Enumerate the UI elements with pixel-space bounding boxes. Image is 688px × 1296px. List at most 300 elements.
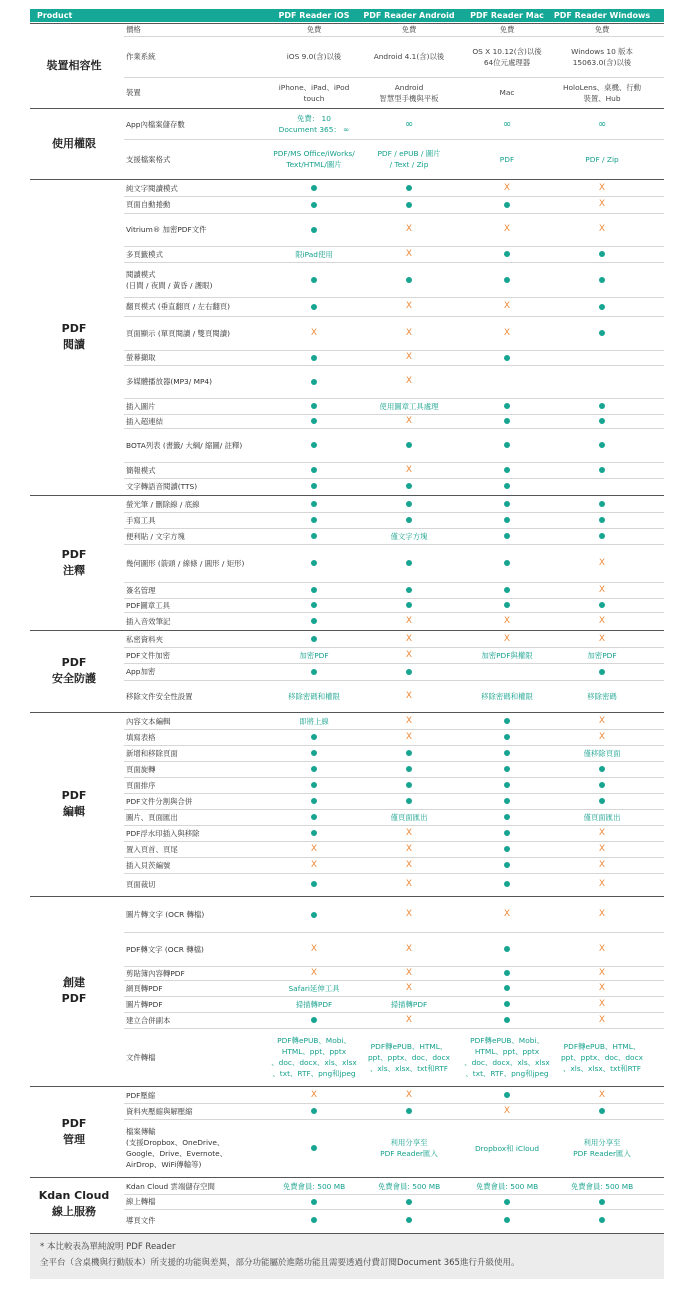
not-supported-x-icon: X [598,224,606,234]
not-supported-x-icon: X [598,584,606,595]
not-supported-x-icon: X [503,615,511,626]
table-row [124,109,664,139]
cell-ios [311,465,317,476]
cell-ios [311,748,317,759]
cell-ios: PDF/MS Office/iWorks/ Text/HTML/圖片 [273,149,355,169]
not-supported-x-icon: X [503,327,511,338]
supported-dot-icon [504,467,510,473]
feature-label: PDF壓縮 [126,1090,156,1100]
table-row [124,1209,664,1231]
cell-mac: Dropbox和 iCloud [474,1143,540,1153]
cell-ios [311,416,317,427]
not-supported-x-icon: X [598,843,606,854]
header-product: Product [37,11,73,20]
cell-android: PDF轉ePUB、HTML、 ppt、pptx、doc、docx 、xls、xlsx、txt和RTF [367,1041,451,1073]
table-row [124,980,664,996]
supported-dot-icon [406,442,412,448]
cell-mac [504,249,510,260]
cell-ios [311,1215,317,1226]
feature-label: App加密 [126,667,156,676]
cell-ios [311,558,317,569]
supported-dot-icon [406,782,412,788]
supported-dot-icon [406,1108,412,1114]
supported-dot-icon [599,798,605,804]
cell-windows: 僅移除頁面 [583,748,621,758]
cell-mac: Mac [499,88,515,97]
cell-mac [504,401,510,412]
not-supported-x-icon: X [598,827,606,838]
not-supported-x-icon: X [503,909,511,919]
table-row [124,496,664,512]
not-supported-x-icon: X [598,982,606,993]
supported-dot-icon [311,560,317,566]
supported-dot-icon [504,442,510,448]
not-supported-x-icon: X [503,301,511,311]
supported-dot-icon [311,403,317,409]
cell-ios: 掃描轉PDF [295,999,333,1009]
group-label-line: 裝置相容性 [46,58,102,72]
supported-dot-icon [311,501,317,507]
cell-windows [599,666,605,677]
group-label-line: PDF [61,321,87,335]
cell-ios [311,301,317,312]
not-supported-x-icon: X [310,943,318,954]
supported-dot-icon [504,946,510,952]
cell-mac [504,796,510,807]
not-supported-x-icon: X [598,909,606,919]
not-supported-x-icon: X [598,878,606,889]
supported-dot-icon [504,517,510,523]
cell-mac [504,600,510,611]
not-supported-x-icon: X [310,859,318,870]
cell-android: ∞ [404,118,414,130]
feature-label: 內容文本編輯 [126,716,171,726]
table-row [124,462,664,478]
feature-label: 文件轉檔 [126,1052,156,1062]
not-supported-x-icon: X [598,633,606,644]
supported-dot-icon [504,734,510,740]
not-supported-x-icon: X [310,1089,318,1100]
feature-label: 圖片、頁面匯出 [126,812,178,822]
supported-dot-icon [504,798,510,804]
supported-dot-icon [406,185,412,191]
supported-dot-icon [406,277,412,283]
cell-android [406,183,412,194]
cell-mac [504,732,510,743]
supported-dot-icon [311,602,317,608]
not-supported-x-icon: X [405,224,413,234]
cell-mac: ∞ [502,118,512,130]
feature-label: 價格 [126,25,141,34]
supported-dot-icon [504,862,510,868]
cell-mac [504,860,510,871]
supported-dot-icon [504,202,510,208]
supported-dot-icon [504,970,510,976]
table-row [124,631,664,647]
supported-dot-icon [599,766,605,772]
group-label [30,321,118,353]
cell-mac [504,585,510,596]
cell-windows [599,499,605,510]
cell-ios [311,796,317,807]
supported-dot-icon [311,1145,317,1151]
supported-dot-icon [311,227,317,233]
not-supported-x-icon: X [405,615,413,626]
supported-dot-icon [504,403,510,409]
table-row [124,761,664,777]
not-supported-x-icon: X [598,1014,606,1025]
cell-windows [599,780,605,791]
feature-label: Vitrium® 加密PDF文件 [126,225,207,234]
not-supported-x-icon: X [598,182,606,193]
not-supported-x-icon: X [503,182,511,193]
cell-mac [504,199,510,210]
not-supported-x-icon: X [598,557,606,568]
table-row [124,598,664,612]
cell-windows [599,465,605,476]
cell-ios [311,1015,317,1026]
feature-label: 裝置 [126,88,141,97]
table-row [124,414,664,428]
cell-windows [599,249,605,260]
cell-windows: 僅頁面匯出 [583,812,621,822]
cell-mac [504,748,510,759]
feature-label: 翻頁模式 (垂直翻頁 / 左右翻頁) [126,302,230,311]
not-supported-x-icon: X [405,715,413,726]
feature-label: 頁面顯示 (單頁閱讀 / 雙頁閱讀) [126,328,230,338]
group-label [30,1116,118,1148]
supported-dot-icon [311,277,317,283]
supported-dot-icon [599,251,605,257]
group-label-line: 注釋 [63,563,85,577]
cell-android [406,796,412,807]
not-supported-x-icon: X [405,943,413,954]
cell-android [406,585,412,596]
group-label [30,655,118,687]
supported-dot-icon [504,718,510,724]
cell-mac: 加密PDF與權限 [481,650,533,660]
not-supported-x-icon: X [405,649,413,660]
supported-dot-icon [599,1199,605,1205]
cell-mac [504,481,510,492]
cell-ios [311,1106,317,1117]
supported-dot-icon [504,418,510,424]
feature-label: 幾何圖形 (箭頭 / 線條 / 圓形 / 矩形) [126,558,245,568]
cell-android [406,1196,412,1207]
feature-label: 圖片轉PDF [126,999,163,1009]
supported-dot-icon [599,533,605,539]
supported-dot-icon [599,418,605,424]
cell-windows: ∞ [597,118,607,130]
cell-android [406,1106,412,1117]
supported-dot-icon [311,830,317,836]
cell-mac [504,515,510,526]
table-row [124,663,664,680]
feature-label: PDF文件分割與合併 [126,796,193,806]
supported-dot-icon [504,602,510,608]
supported-dot-icon [599,669,605,675]
table-row [124,996,664,1012]
table-row [124,316,664,350]
supported-dot-icon [504,501,510,507]
cell-windows: 利用分享至 PDF Reader匯入 [573,1138,631,1158]
table-row [124,512,664,528]
not-supported-x-icon: X [405,1014,413,1025]
table-row [124,932,664,966]
cell-android: 使用圖章工具處理 [379,401,439,411]
feature-label: 網頁轉PDF [126,983,163,993]
cell-ios [311,401,317,412]
cell-windows: 免費會員: 500 MB [570,1181,634,1191]
supported-dot-icon [311,587,317,593]
table-row [124,297,664,316]
not-supported-x-icon: X [598,715,606,726]
cell-ios: iPhone、iPad、iPod touch [278,82,350,103]
supported-dot-icon [504,251,510,257]
supported-dot-icon [599,403,605,409]
cell-ios [311,909,317,920]
cell-windows [599,600,605,611]
table-row [124,365,664,398]
feature-label: 新增和移除頁面 [126,748,178,758]
group-label-line: PDF [61,1116,87,1130]
cell-mac [504,764,510,775]
supported-dot-icon [311,782,317,788]
supported-dot-icon [311,618,317,624]
feature-label: 便利貼 / 文字方塊 [126,531,185,541]
not-supported-x-icon: X [598,967,606,978]
feature-label: 建立合併副本 [126,1015,171,1025]
table-row [124,1087,664,1103]
cell-mac [504,1015,510,1026]
not-supported-x-icon: X [405,859,413,870]
cell-windows [599,301,605,312]
not-supported-x-icon: X [598,731,606,742]
cell-windows: PDF轉ePUB、HTML、 ppt、pptx、doc、docx 、xls、xlsx、txt和RTF [560,1041,644,1073]
supported-dot-icon [311,1199,317,1205]
cell-ios [311,666,317,677]
footnote-line-2: 全平台（含桌機與行動版本）所支援的功能與差異，部分功能屬於進階功能且需要透過付費訂閱Document 365進行升級使用。 [40,1258,520,1268]
cell-ios [311,879,317,890]
table-row [124,582,664,598]
table-row [124,544,664,582]
supported-dot-icon [504,277,510,283]
cell-windows [599,274,605,285]
supported-dot-icon [406,1217,412,1223]
supported-dot-icon [311,355,317,361]
not-supported-x-icon: X [405,878,413,889]
feature-label: 插入貝茨編號 [126,860,171,870]
not-supported-x-icon: X [598,199,606,209]
not-supported-x-icon: X [503,633,511,644]
cell-ios [311,1143,317,1154]
table-row [124,246,664,262]
table-row [124,23,664,36]
not-supported-x-icon: X [405,352,413,362]
cell-windows [599,515,605,526]
supported-dot-icon [406,483,412,489]
table-row [124,897,664,932]
cell-android: Android 4.1(含)以後 [373,52,445,61]
group-label [30,58,118,74]
supported-dot-icon [406,798,412,804]
cell-mac [504,558,510,569]
feature-label: 文字轉語音閱讀(TTS) [126,481,198,491]
supported-dot-icon [599,467,605,473]
supported-dot-icon [504,560,510,566]
table-row [124,77,664,108]
cell-mac: PDF [499,154,515,164]
cell-mac [504,828,510,839]
not-supported-x-icon: X [503,1105,511,1116]
cell-mac [504,416,510,427]
cell-mac [504,999,510,1010]
cell-mac [504,499,510,510]
cell-ios: 即將上線 [299,716,329,726]
cell-windows [599,328,605,339]
cell-android [406,274,412,285]
cell-mac [504,1090,510,1101]
cell-mac [504,352,510,363]
not-supported-x-icon: X [405,248,413,259]
table-row [124,139,664,179]
cell-ios [311,531,317,542]
supported-dot-icon [311,517,317,523]
supported-dot-icon [504,846,510,852]
supported-dot-icon [504,814,510,820]
cell-ios: 移除密碼和權限 [288,691,340,701]
cell-mac: PDF轉ePUB、Mobi、 HTML、ppt、pptx 、doc、docx、xls、xlsx 、txt、RTF、png和jpeg [464,1036,550,1078]
supported-dot-icon [406,602,412,608]
supported-dot-icon [406,501,412,507]
supported-dot-icon [311,669,317,675]
group-label [30,788,118,820]
cell-windows [599,440,605,451]
cell-ios [311,199,317,210]
cell-ios: Safari延伸工具 [288,983,340,993]
cell-windows [599,796,605,807]
cell-android [406,780,412,791]
supported-dot-icon [504,881,510,887]
supported-dot-icon [311,304,317,310]
group-label-line: 線上服務 [52,1205,96,1218]
supported-dot-icon [311,467,317,473]
group-label-line: 創建 [63,976,85,989]
table-row [124,1012,664,1028]
cell-mac [504,1215,510,1226]
not-supported-x-icon: X [598,859,606,870]
cell-ios [311,634,317,645]
feature-label: PDF文件加密 [126,650,170,660]
cell-android: Android 智慧型手機與平板 [379,82,439,103]
table-row [124,1119,664,1177]
supported-dot-icon [311,734,317,740]
table-row [124,428,664,462]
header-col-android: PDF Reader Android [363,11,455,20]
cell-mac: 免費會員: 500 MB [475,1181,539,1191]
header-col-ios: PDF Reader iOS [278,11,350,20]
supported-dot-icon [599,442,605,448]
table-row [124,857,664,873]
cell-android [406,1215,412,1226]
cell-windows [599,1196,605,1207]
cell-windows [599,1106,605,1117]
supported-dot-icon [504,483,510,489]
cell-windows: HoloLens、桌機、行動 裝置、Hub [562,82,642,103]
cell-windows: PDF / Zip [585,154,619,164]
supported-dot-icon [504,782,510,788]
cell-mac [504,440,510,451]
feature-label: 簽名管理 [126,585,156,595]
table-row [124,729,664,745]
table-row [124,680,664,712]
feature-label: 插入圖片 [126,401,156,411]
feature-label: 移除文件安全性設置 [126,691,193,701]
supported-dot-icon [599,1108,605,1114]
not-supported-x-icon: X [405,464,413,475]
not-supported-x-icon: X [405,982,413,993]
cell-ios [311,732,317,743]
supported-dot-icon [504,766,510,772]
feature-label: BOTA列表 (書籤/ 大綱/ 縮圖/ 註釋) [126,440,243,450]
cell-windows: 免費 [594,25,610,34]
not-supported-x-icon: X [405,827,413,838]
cell-android: 僅文字方塊 [390,531,428,541]
not-supported-x-icon: X [405,843,413,854]
feature-label: 螢光筆 / 刪除線 / 底線 [126,499,200,509]
not-supported-x-icon: X [405,909,413,919]
feature-label: PDF圖章工具 [126,600,170,610]
footnote-line-1: * 本比較表為單純說明 PDF Reader [40,1242,176,1252]
not-supported-x-icon: X [598,1089,606,1100]
supported-dot-icon [599,782,605,788]
feature-label: 剪貼簿內容轉PDF [126,968,185,978]
cell-ios [311,828,317,839]
not-supported-x-icon: X [598,615,606,626]
cell-mac [504,274,510,285]
feature-label: 圖片轉文字 (OCR 轉檔) [126,910,205,919]
cell-ios [311,812,317,823]
cell-windows: Windows 10 版本 15063.0(含)以後 [571,46,633,67]
not-supported-x-icon: X [405,415,413,426]
group-label-line: 安全防護 [52,672,96,685]
cell-ios [311,764,317,775]
cell-ios [311,481,317,492]
cell-android [406,666,412,677]
cell-ios [311,440,317,451]
table-row [124,196,664,213]
supported-dot-icon [504,587,510,593]
supported-dot-icon [311,418,317,424]
supported-dot-icon [406,766,412,772]
cell-mac [504,983,510,994]
not-supported-x-icon: X [310,327,318,338]
table-row [124,528,664,544]
cell-android: 僅頁面匯出 [390,812,428,822]
cell-ios: 加密PDF [299,650,329,660]
feature-label: Kdan Cloud 雲端儲存空間 [126,1181,215,1191]
not-supported-x-icon: X [405,376,413,386]
cell-ios: PDF轉ePUB、Mobi、 HTML、ppt、pptx 、doc、docx、xls、xlsx 、txt、RTF、png和jpeg [271,1036,357,1078]
not-supported-x-icon: X [405,967,413,978]
cell-mac: 免費 [499,25,515,34]
cell-android [406,764,412,775]
supported-dot-icon [311,814,317,820]
supported-dot-icon [311,1108,317,1114]
cell-ios [311,183,317,194]
table-row [124,398,664,414]
table-row [124,180,664,196]
